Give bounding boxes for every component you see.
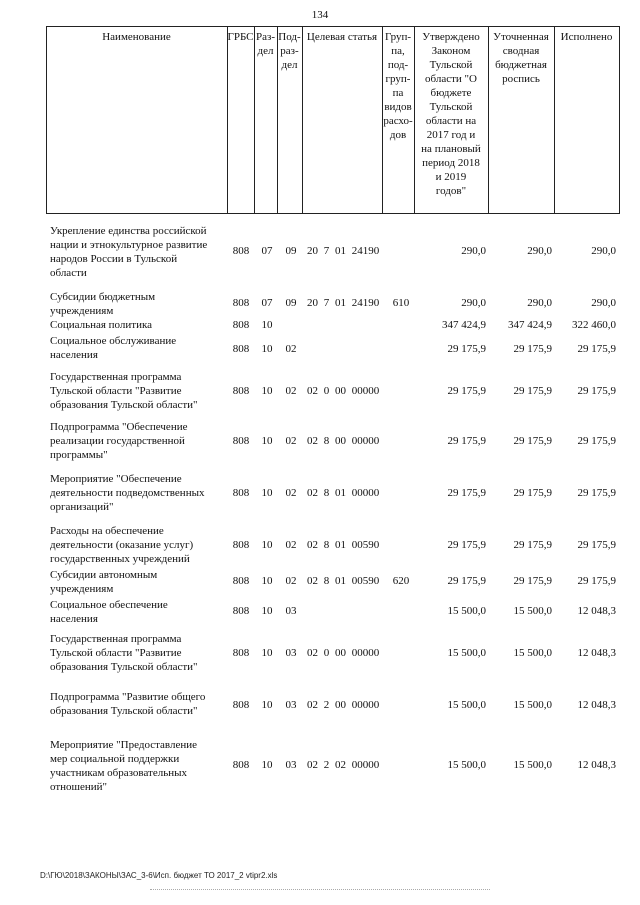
header-executed: Исполнено <box>560 31 613 43</box>
row-razdel: 10 <box>261 319 273 331</box>
row-refined: 29 175,9 <box>513 487 552 499</box>
row-executed: 29 175,9 <box>577 385 616 397</box>
page-number: 134 <box>311 9 329 21</box>
row-refined: 29 175,9 <box>513 343 552 355</box>
row-razdel: 10 <box>261 539 273 551</box>
row-executed: 29 175,9 <box>577 575 616 587</box>
row-executed: 12 048,3 <box>577 759 616 771</box>
footer-file-path: D:\ГЮ\2018\ЗАКОНЫ\ЗАС_3-6\Исп. бюджет ТО 2017_2 vtipr2.xls <box>40 871 278 880</box>
row-razdel: 10 <box>261 647 273 659</box>
row-refined: 15 500,0 <box>513 759 552 771</box>
row-approved: 347 424,9 <box>442 319 486 331</box>
row-target: 02 8 01 00590 <box>307 575 380 587</box>
row-executed: 12 048,3 <box>577 605 616 617</box>
row-approved: 29 175,9 <box>447 539 486 551</box>
row-grbs: 808 <box>232 647 250 659</box>
row-podrazdel: 03 <box>285 647 297 659</box>
row-refined: 29 175,9 <box>513 575 552 587</box>
row-podrazdel: 09 <box>285 297 297 309</box>
row-refined: 15 500,0 <box>513 605 552 617</box>
row-approved: 290,0 <box>461 245 486 257</box>
row-razdel: 10 <box>261 435 273 447</box>
row-name: Государственная программа Тульской области "Развитие образования Тульской области" <box>50 371 198 411</box>
row-name: Расходы на обеспечение деятельности (оказание услуг) государственных учреждений <box>50 525 194 565</box>
row-name: Подпрограмма "Обеспечение реализации государственной программы" <box>50 421 188 461</box>
row-grbs: 808 <box>232 539 250 551</box>
header-approved: Утверждено Законом Тульской области "О бюджете Тульской области на 2017 год и на плановый период 2018 и 2019 годов" <box>421 31 481 197</box>
row-grbs: 808 <box>232 319 250 331</box>
row-approved: 29 175,9 <box>447 487 486 499</box>
row-name: Социальная политика <box>50 319 153 331</box>
row-target: 02 0 00 00000 <box>307 647 380 659</box>
row-executed: 29 175,9 <box>577 539 616 551</box>
row-refined: 29 175,9 <box>513 435 552 447</box>
row-grbs: 808 <box>232 245 250 257</box>
row-grbs: 808 <box>232 487 250 499</box>
row-name: Мероприятие "Предоставление мер социальной поддержки участникам образовательных отношений" <box>50 739 198 793</box>
row-grbs: 808 <box>232 759 250 771</box>
header-razdel: Раз- дел <box>255 31 275 57</box>
row-razdel: 07 <box>261 297 273 309</box>
row-podrazdel: 02 <box>285 487 297 499</box>
row-executed: 29 175,9 <box>577 343 616 355</box>
header-refined: Уточненная сводная бюджетная роспись <box>493 31 549 85</box>
row-target: 02 8 01 00000 <box>307 487 380 499</box>
row-executed: 29 175,9 <box>577 487 616 499</box>
row-approved: 29 175,9 <box>447 575 486 587</box>
row-refined: 29 175,9 <box>513 385 552 397</box>
row-refined: 15 500,0 <box>513 647 552 659</box>
row-name: Социальное обслуживание населения <box>50 335 177 361</box>
row-target: 20 7 01 24190 <box>307 297 380 309</box>
row-group: 610 <box>392 297 410 309</box>
header-group: Груп- па, под- груп- па видов расхо- дов <box>383 31 413 141</box>
row-executed: 322 460,0 <box>572 319 616 331</box>
row-executed: 290,0 <box>591 245 616 257</box>
row-grbs: 808 <box>232 435 250 447</box>
row-refined: 290,0 <box>527 245 552 257</box>
row-grbs: 808 <box>232 699 250 711</box>
row-podrazdel: 02 <box>285 575 297 587</box>
row-grbs: 808 <box>232 575 250 587</box>
row-name: Социальное обеспечение населения <box>50 599 168 625</box>
row-refined: 29 175,9 <box>513 539 552 551</box>
row-target: 02 0 00 00000 <box>307 385 380 397</box>
row-approved: 15 500,0 <box>447 605 486 617</box>
row-grbs: 808 <box>232 297 250 309</box>
header-grbs: ГРБС <box>227 31 254 43</box>
row-razdel: 10 <box>261 605 273 617</box>
row-name: Мероприятие "Обеспечение деятельности подведомственных организаций" <box>50 473 205 513</box>
row-name: Укрепление единства российской нации и этнокультурное развитие народов России в Тульской области <box>50 225 208 279</box>
row-executed: 12 048,3 <box>577 647 616 659</box>
row-razdel: 10 <box>261 699 273 711</box>
row-executed: 12 048,3 <box>577 699 616 711</box>
row-group: 620 <box>392 575 410 587</box>
row-grbs: 808 <box>232 605 250 617</box>
row-approved: 15 500,0 <box>447 759 486 771</box>
row-name: Субсидии автономным учреждениям <box>50 569 158 595</box>
row-podrazdel: 02 <box>285 343 297 355</box>
row-name: Государственная программа Тульской области "Развитие образования Тульской области" <box>50 633 198 673</box>
row-approved: 29 175,9 <box>447 435 486 447</box>
row-podrazdel: 03 <box>285 759 297 771</box>
row-razdel: 10 <box>261 575 273 587</box>
row-target: 02 8 01 00590 <box>307 539 380 551</box>
row-name: Субсидии бюджетным учреждениям <box>50 291 156 317</box>
row-razdel: 10 <box>261 759 273 771</box>
row-podrazdel: 02 <box>285 435 297 447</box>
row-podrazdel: 03 <box>285 699 297 711</box>
row-razdel: 10 <box>261 343 273 355</box>
row-target: 02 8 00 00000 <box>307 435 380 447</box>
row-razdel: 07 <box>261 245 273 257</box>
row-grbs: 808 <box>232 343 250 355</box>
row-approved: 15 500,0 <box>447 699 486 711</box>
row-approved: 290,0 <box>461 297 486 309</box>
row-target: 02 2 02 00000 <box>307 759 380 771</box>
row-razdel: 10 <box>261 487 273 499</box>
footer-divider <box>150 889 490 890</box>
row-executed: 290,0 <box>591 297 616 309</box>
row-podrazdel: 09 <box>285 245 297 257</box>
row-executed: 29 175,9 <box>577 435 616 447</box>
row-podrazdel: 03 <box>285 605 297 617</box>
row-podrazdel: 02 <box>285 539 297 551</box>
row-approved: 15 500,0 <box>447 647 486 659</box>
row-refined: 290,0 <box>527 297 552 309</box>
row-grbs: 808 <box>232 385 250 397</box>
header-name: Наименование <box>102 31 171 43</box>
row-podrazdel: 02 <box>285 385 297 397</box>
row-name: Подпрограмма "Развитие общего образования Тульской области" <box>50 691 206 717</box>
row-approved: 29 175,9 <box>447 385 486 397</box>
row-approved: 29 175,9 <box>447 343 486 355</box>
table-header <box>46 26 620 214</box>
row-target: 02 2 00 00000 <box>307 699 380 711</box>
row-refined: 347 424,9 <box>508 319 552 331</box>
row-razdel: 10 <box>261 385 273 397</box>
row-refined: 15 500,0 <box>513 699 552 711</box>
header-podrazdel: Под- раз- дел <box>278 31 301 71</box>
row-target: 20 7 01 24190 <box>307 245 380 257</box>
header-target: Целевая статья <box>306 31 378 43</box>
